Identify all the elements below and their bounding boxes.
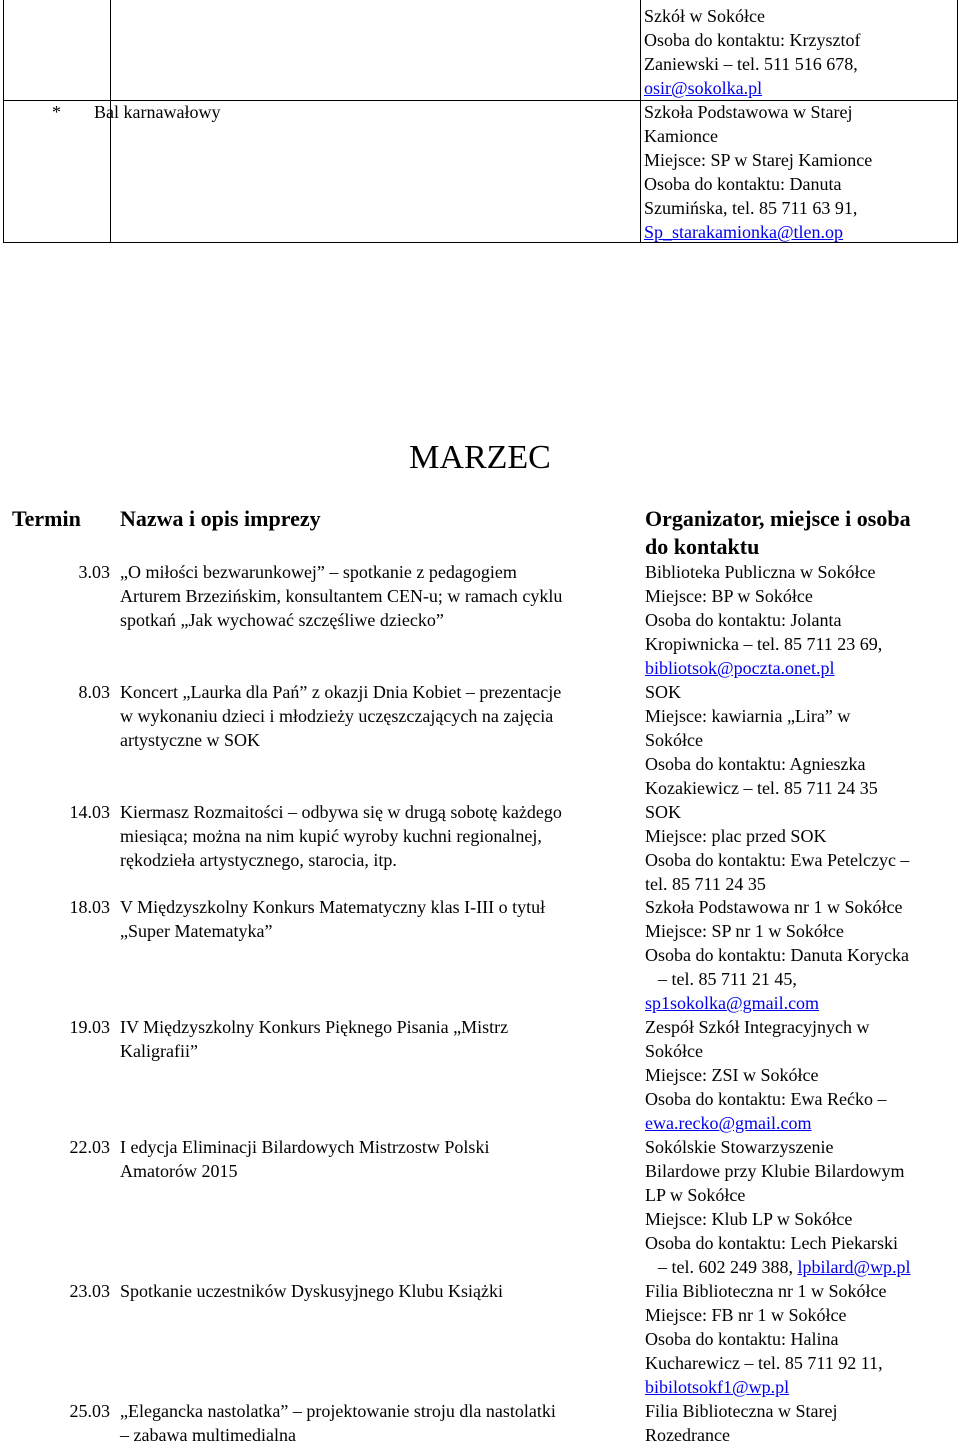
organizer-line: Kucharewicz – tel. 85 711 92 11, xyxy=(645,1353,883,1373)
description-line: w wykonaniu dzieci i młodzieży uczęszczających na zajęcia xyxy=(120,706,554,726)
organizer-line: Kamionce xyxy=(644,126,718,146)
email-link[interactable]: osir@sokolka.pl xyxy=(644,78,763,98)
organizer-line: Szkoła Podstawowa w Starej xyxy=(644,102,853,122)
organizer-line: SOK xyxy=(645,682,682,702)
event-date: 18.03 xyxy=(69,897,110,917)
organizer-line: Osoba do kontaktu: Danuta Korycka xyxy=(645,945,909,965)
email-link[interactable]: Sp_starakamionka@tlen.op xyxy=(644,222,844,242)
event-description xyxy=(120,560,628,632)
organizer-line: Filia Biblioteczna nr 1 w Sokółce xyxy=(645,1281,887,1301)
description-line: Kaligrafii” xyxy=(120,1041,198,1061)
top-table xyxy=(3,0,958,243)
organizer-line: – tel. 85 711 21 45, xyxy=(658,969,797,989)
event-date: 19.03 xyxy=(69,1017,110,1037)
organizer-line: Kropiwnicka – tel. 85 711 23 69, xyxy=(645,634,883,654)
header-organizator-line1: Organizator, miejsce i osoba xyxy=(645,506,911,531)
top-row1-organizer xyxy=(644,4,860,100)
event-description xyxy=(120,1015,628,1063)
description-line: artystyczne w SOK xyxy=(120,730,260,750)
header-termin: Termin xyxy=(12,506,81,531)
organizer-line: Miejsce: BP w Sokółce xyxy=(645,586,813,606)
event-description xyxy=(120,1135,628,1183)
organizer-line: Osoba do kontaktu: Lech Piekarski xyxy=(645,1233,898,1253)
event-date: 3.03 xyxy=(78,562,110,582)
event-date: 23.03 xyxy=(69,1281,110,1301)
contact-phone: – tel. 602 249 388, xyxy=(658,1257,798,1277)
organizer-line: Rozedrance xyxy=(645,1425,730,1445)
organizer-line: Osoba do kontaktu: Jolanta xyxy=(645,610,842,630)
header-organizator-line2: do kontaktu xyxy=(645,534,760,559)
event-organizer xyxy=(645,1015,957,1135)
event-description xyxy=(120,1399,628,1447)
event-organizer xyxy=(645,1399,957,1447)
event-organizer xyxy=(645,1135,957,1279)
event-organizer xyxy=(645,895,957,1015)
email-link[interactable]: bibilotsokf1@wp.pl xyxy=(645,1377,790,1397)
organizer-line: SOK xyxy=(645,802,682,822)
description-line: IV Międzyszkolny Konkurs Pięknego Pisania „Mistrz xyxy=(120,1017,509,1037)
event-date: 8.03 xyxy=(78,682,110,702)
organizer-line: Osoba do kontaktu: Ewa Rećko – xyxy=(645,1089,887,1109)
description-line: „Super Matematyka” xyxy=(120,921,273,941)
organizer-line: Miejsce: ZSI w Sokółce xyxy=(645,1065,819,1085)
organizer-line: Szkół w Sokółce xyxy=(644,6,765,26)
event-date: 25.03 xyxy=(69,1401,110,1421)
organizer-line: Miejsce: plac przed SOK xyxy=(645,826,827,846)
description-line: „Elegancka nastolatka” – projektowanie stroju dla nastolatki xyxy=(120,1401,556,1421)
event-organizer xyxy=(645,1279,957,1399)
email-link[interactable]: ewa.recko@gmail.com xyxy=(645,1113,812,1133)
event-date: 14.03 xyxy=(69,802,110,822)
description-line: Amatorów 2015 xyxy=(120,1161,238,1181)
organizer-line: Zespół Szkół Integracyjnych w xyxy=(645,1017,870,1037)
organizer-line: tel. 85 711 24 35 xyxy=(645,874,766,894)
organizer-line: Osoba do kontaktu: Agnieszka xyxy=(645,754,866,774)
description-line: I edycja Eliminacji Bilardowych Mistrzostw Polski xyxy=(120,1137,490,1157)
organizer-line: Miejsce: kawiarnia „Lira” w xyxy=(645,706,851,726)
organizer-line: Zaniewski – tel. 511 516 678, xyxy=(644,54,858,74)
organizer-line: Kozakiewicz – tel. 85 711 24 35 xyxy=(645,778,878,798)
email-link[interactable]: sp1sokolka@gmail.com xyxy=(645,993,820,1013)
organizer-line: Miejsce: FB nr 1 w Sokółce xyxy=(645,1305,847,1325)
header-nazwa: Nazwa i opis imprezy xyxy=(120,506,321,531)
event-description xyxy=(120,1279,628,1303)
organizer-line: Szumińska, tel. 85 711 63 91, xyxy=(644,198,858,218)
description-line: Arturem Brzezińskim, konsultantem CEN-u; w ramach cyklu xyxy=(120,586,563,606)
event-description xyxy=(120,895,628,943)
description-line: Kiermasz Rozmaitości – odbywa się w drugą sobotę każdego xyxy=(120,802,562,822)
description-line: Spotkanie uczestników Dyskusyjnego Klubu Książki xyxy=(120,1281,503,1301)
event-description xyxy=(120,800,628,872)
organizer-line: Sokółce xyxy=(645,730,703,750)
description-line: Koncert „Laurka dla Pań” z okazji Dnia Kobiet – prezentacje xyxy=(120,682,562,702)
organizer-line: Osoba do kontaktu: Ewa Petelczyc – xyxy=(645,850,910,870)
header-organizator xyxy=(645,505,911,561)
event-description xyxy=(120,680,628,752)
organizer-line: Osoba do kontaktu: Krzysztof xyxy=(644,30,861,50)
organizer-line: Miejsce: SP w Starej Kamionce xyxy=(644,150,873,170)
event-organizer xyxy=(645,800,957,896)
description-line: spotkań „Jak wychować szczęśliwe dziecko” xyxy=(120,610,444,630)
row-marker: * xyxy=(52,102,61,122)
organizer-line: Sokółce xyxy=(645,1041,703,1061)
event-organizer xyxy=(645,680,957,800)
top-row2-organizer xyxy=(644,100,872,244)
organizer-line: LP w Sokółce xyxy=(645,1185,746,1205)
organizer-line: Osoba do kontaktu: Danuta xyxy=(644,174,842,194)
organizer-line: Sokólskie Stowarzyszenie xyxy=(645,1137,834,1157)
organizer-line: Szkoła Podstawowa nr 1 w Sokółce xyxy=(645,897,903,917)
organizer-line: Miejsce: SP nr 1 w Sokółce xyxy=(645,921,844,941)
description-line: „O miłości bezwarunkowej” – spotkanie z pedagogiem xyxy=(120,562,517,582)
description-line: – zabawa multimedialna xyxy=(120,1425,296,1445)
email-link[interactable]: lpbilard@wp.pl xyxy=(797,1257,911,1277)
event-date: 22.03 xyxy=(69,1137,110,1157)
description-line: rękodzieła artystycznego, starocia, itp. xyxy=(120,850,397,870)
organizer-line: Biblioteka Publiczna w Sokółce xyxy=(645,562,876,582)
email-link[interactable]: bibliotsok@poczta.onet.pl xyxy=(645,658,835,678)
description-line: V Międzyszkolny Konkurs Matematyczny klas I-III o tytuł xyxy=(120,897,546,917)
organizer-line: Miejsce: Klub LP w Sokółce xyxy=(645,1209,853,1229)
event-organizer xyxy=(645,560,957,680)
organizer-line: Filia Biblioteczna w Starej xyxy=(645,1401,838,1421)
description-line: miesiąca; można na nim kupić wyroby kuchni regionalnej, xyxy=(120,826,542,846)
organizer-line xyxy=(645,1255,957,1279)
month-title: MARZEC xyxy=(409,439,551,476)
event-name: Bal karnawałowy xyxy=(94,102,221,122)
organizer-line: Bilardowe przy Klubie Bilardowym xyxy=(645,1161,905,1181)
column-divider xyxy=(640,0,641,242)
organizer-line: Osoba do kontaktu: Halina xyxy=(645,1329,839,1349)
